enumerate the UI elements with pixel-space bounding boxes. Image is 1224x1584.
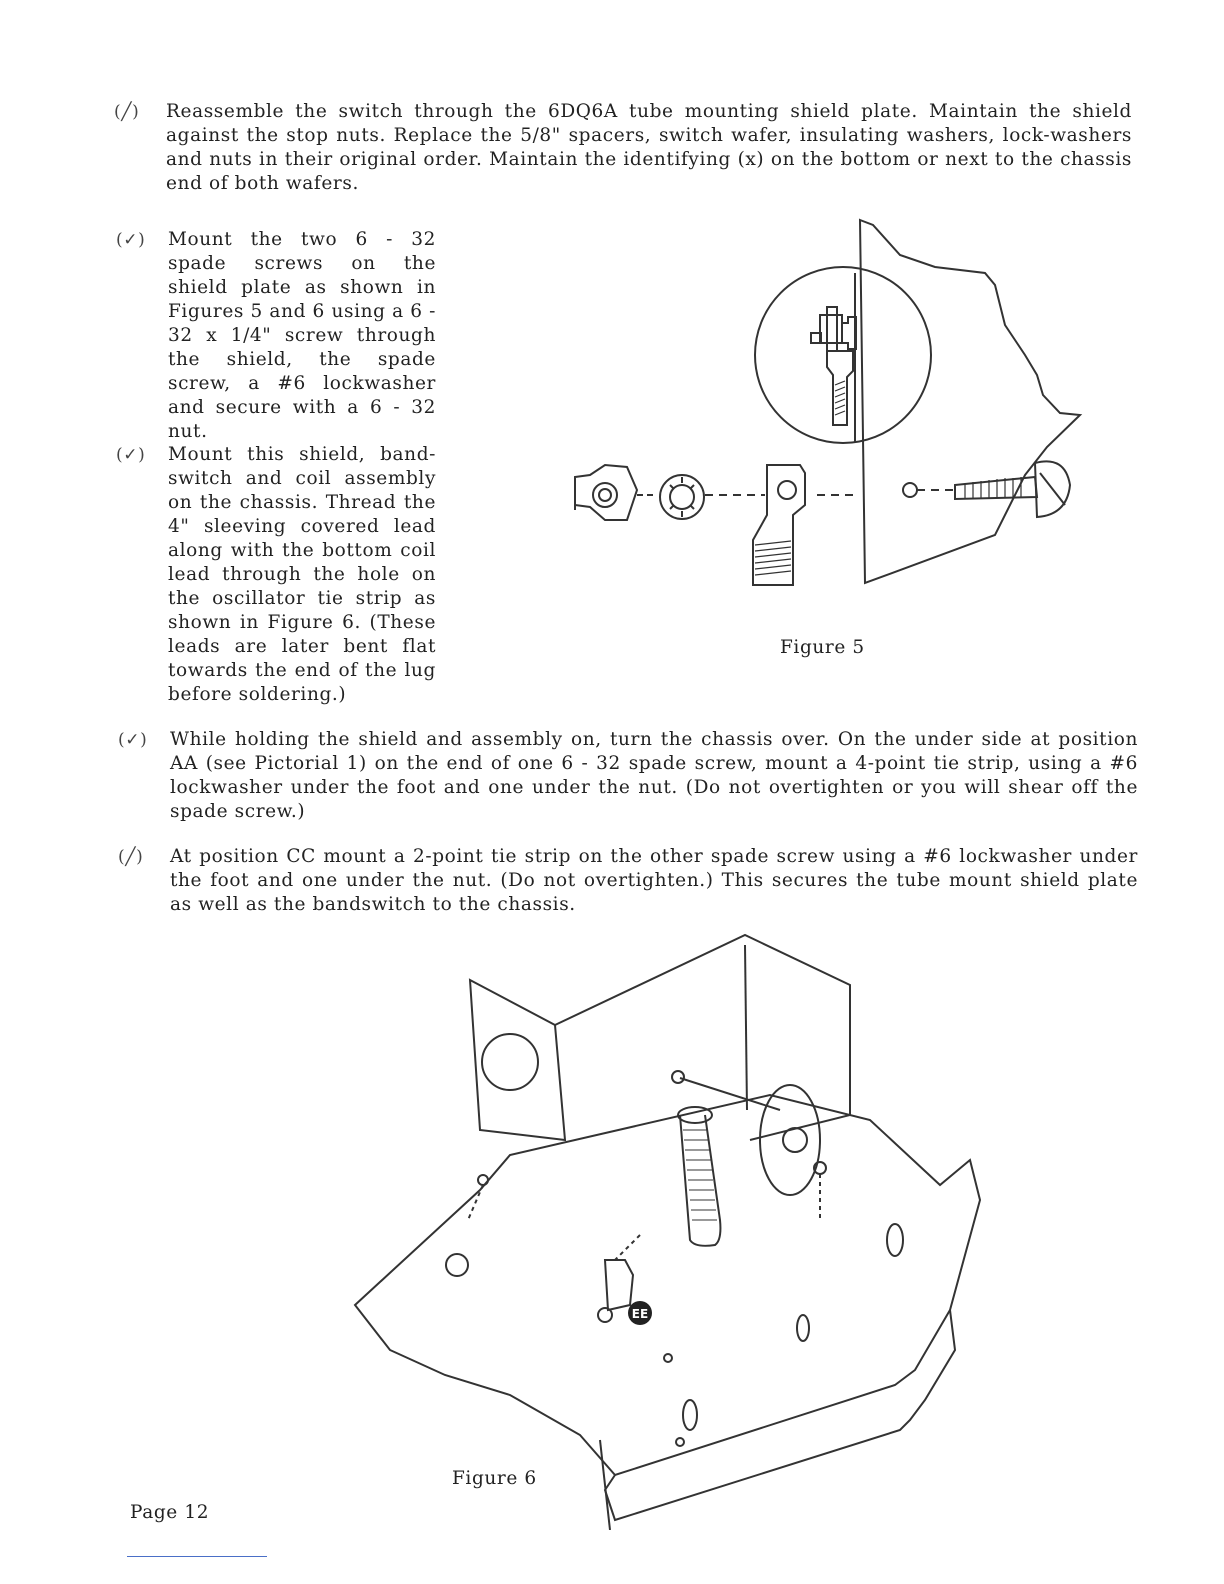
- step-2-text: Mount the two 6 - 32 spade screws on the shield plate as shown in Figures 5 and 6 using a 6 - 32 x 1/4" screw through the shield, the spade screw, a #6 lockwasher and secure with a 6 - 32 nut.: [168, 229, 436, 442]
- check-mark-icon: (╱): [114, 102, 140, 122]
- step-1-text: Reassemble the switch through the 6DQ6A tube mounting shield plate. Maintain the shield against the stop nuts. Replace the 5/8" spacers, switch wafer, insulating washers, lock-washers and nuts in their original order. Maintain the identifying (x) on the bottom or next to the chassis end of both wafers.: [166, 101, 1132, 194]
- step-4-text: While holding the shield and assembly on, turn the chassis over. On the under side at position AA (see Pictorial 1) on the end of one 6 - 32 spade screw, mount a 4-point tie strip, using a #6 lockwasher under the foot and one under the nut. (Do not overtighten or you will shear off the spade screw.): [170, 729, 1138, 822]
- figure-5-illustration: [555, 215, 1085, 605]
- check-mark-icon: (✓): [116, 230, 146, 250]
- step-3: [116, 443, 436, 707]
- figure-6-caption: Figure 6: [452, 1468, 537, 1489]
- step-3-text: Mount this shield, band-switch and coil assembly on the chassis. Thread the 4" sleeving covered lead along with the bottom coil lead through the hole on the oscillator tie strip as shown in Figure 6. (These leads are later bent flat towards the end of the lug before soldering.): [168, 444, 436, 705]
- step-4: [118, 728, 1138, 824]
- figure-6-illustration: [350, 930, 990, 1530]
- figure-5-caption: Figure 5: [780, 637, 865, 658]
- page-number: Page 12: [130, 1502, 210, 1523]
- step-1: [114, 100, 1132, 196]
- check-mark-icon: (✓): [116, 445, 146, 465]
- step-2: [116, 228, 436, 444]
- step-5-text: At position CC mount a 2-point tie strip on the other spade screw using a #6 lockwasher under the foot and one under the nut. (Do not overtighten.) This secures the tube mount shield plate as well as the bandswitch to the chassis.: [170, 846, 1138, 915]
- check-mark-icon: (╱): [118, 847, 144, 867]
- footer-rule: [127, 1556, 267, 1557]
- check-mark-icon: (✓): [118, 730, 148, 750]
- figure-6-ee-label: EE: [631, 1307, 649, 1321]
- step-5: [118, 845, 1138, 917]
